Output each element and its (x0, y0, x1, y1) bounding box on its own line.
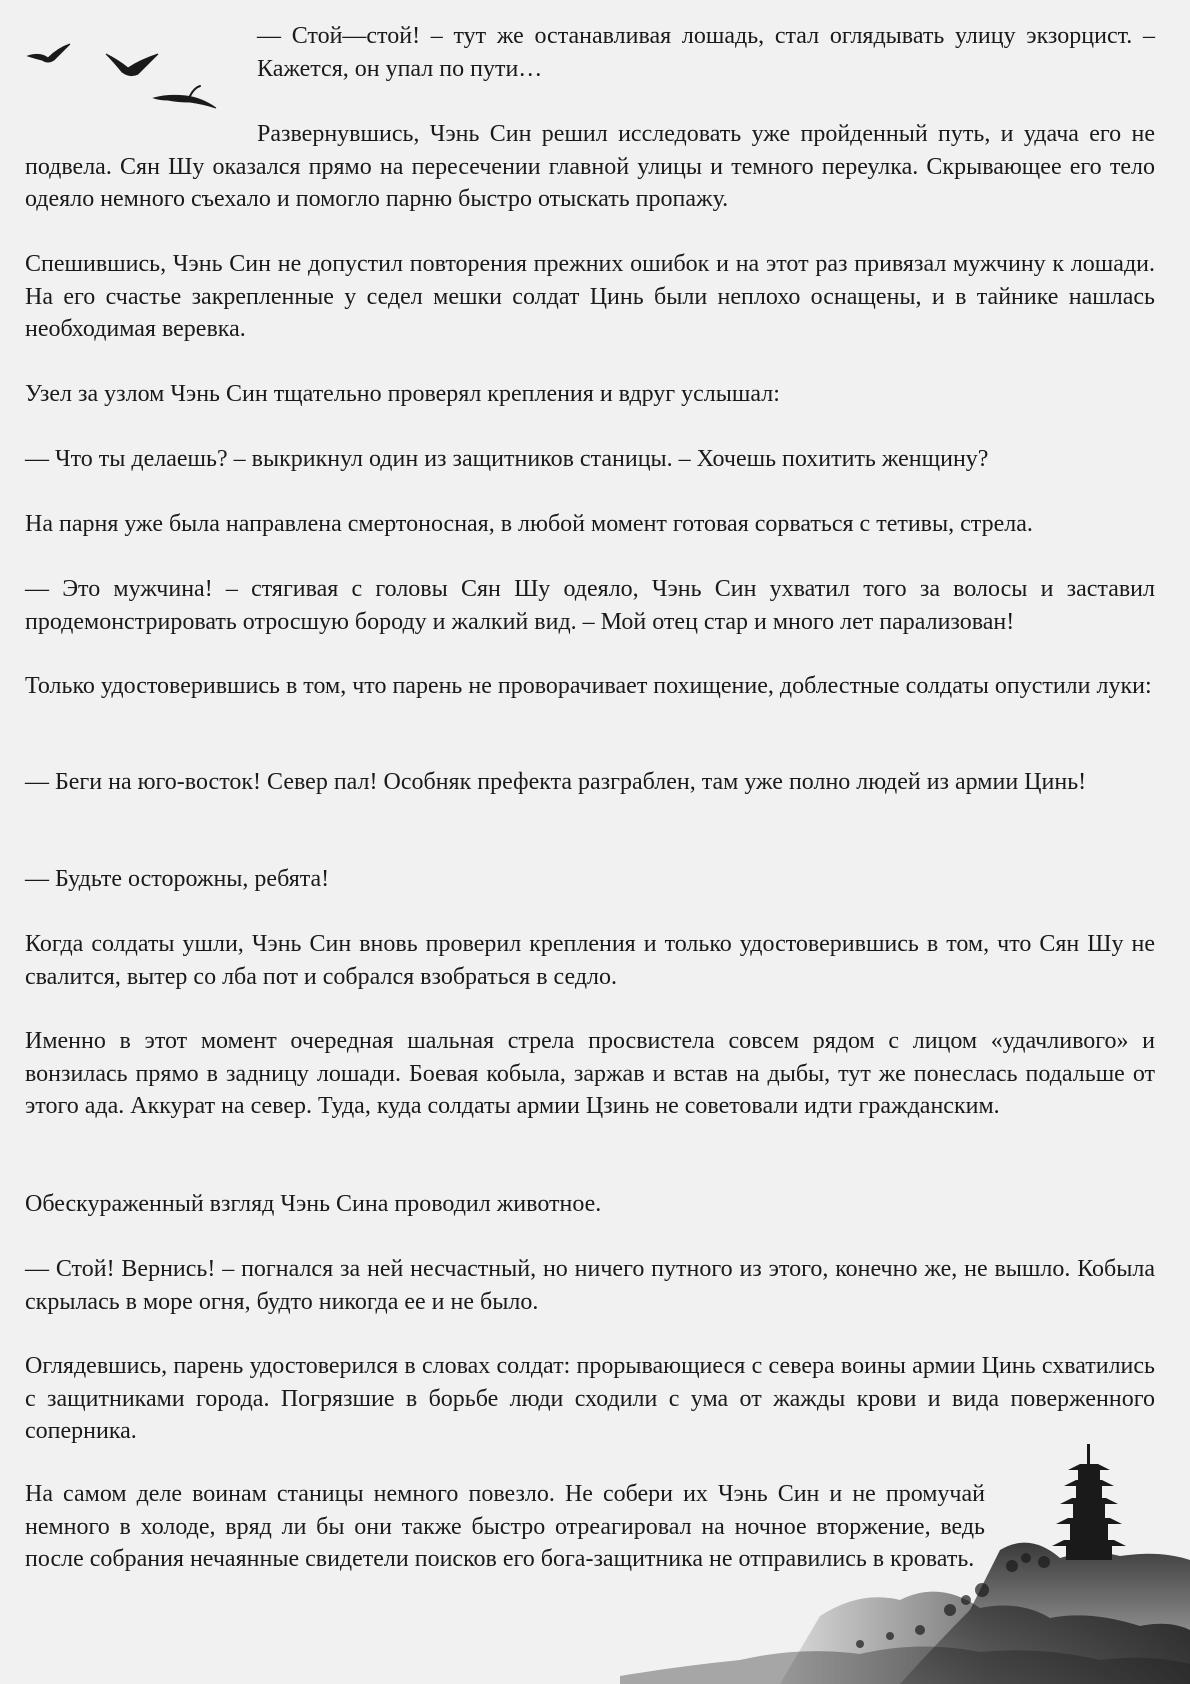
pagoda-mountain-icon (620, 1440, 1190, 1684)
paragraph: Обескураженный взгляд Чэнь Сина проводил животное. (25, 1191, 602, 1217)
paragraph: На самом деле воинам станицы немного повезло. Не собери их Чэнь Син и не промучай немного в холоде, вряд ли бы они также быстро отреагировал на ночное вторжение, ведь после собрания нечаянные свидетели поисков его бога-защитника не отправились в кровать. (25, 1481, 985, 1572)
paragraph: — Это мужчина! – стягивая с головы Сян Шу одеяло, Чэнь Син ухватил того за волосы и заставил продемонстрировать отросшую бороду и жалкий вид. – Мой отец стар и много лет парализован! (25, 576, 1155, 635)
paragraph: Развернувшись, Чэнь Син решил исследовать уже пройденный путь, и удача его не подвела. Сян Шу оказался прямо на пересечении главной улицы и темного переулка. Скрывающее его тело одеяло немного съехало и помогло парню быстро отыскать пропажу. (25, 121, 1155, 212)
paragraph: Когда солдаты ушли, Чэнь Син вновь проверил крепления и только удостоверившись в том, что Сян Шу не свалится, вытер со лба пот и собрался взобраться в седло. (25, 931, 1155, 990)
birds-icon (18, 38, 233, 118)
paragraph: — Беги на юго-восток! Север пал! Особняк префекта разграблен, там уже полно людей из армии Цинь! (25, 769, 1087, 795)
paragraph: Только удостоверившись в том, что парень не проворачивает похищение, доблестные солдаты опустили луки: (25, 673, 1152, 699)
paragraph: — Стой—стой! – тут же останавливая лошадь, стал оглядывать улицу экзорцист. – Кажется, он упал по пути… (257, 23, 1155, 82)
paragraph: Оглядевшись, парень удостоверился в словах солдат: прорывающиеся с севера воины армии Цинь схватились с защитниками города. Погрязшие в борьбе люди сходили с ума от жажды крови и вида поверженного соперника. (25, 1353, 1155, 1444)
paragraph: На парня уже была направлена смертоносная, в любой момент готовая сорваться с тетивы, стрела. (25, 511, 1033, 537)
paragraph: — Что ты делаешь? – выкрикнул один из защитников станицы. – Хочешь похитить женщину? (25, 446, 989, 472)
paragraph: Спешившись, Чэнь Син не допустил повторения прежних ошибок и на этот раз привязал мужчину к лошади. На его счастье закрепленные у седел мешки солдат Цинь были неплохо оснащены, и в тайнике нашлась необходимая веревка. (25, 251, 1155, 342)
paragraph: Узел за узлом Чэнь Син тщательно проверял крепления и вдруг услышал: (25, 381, 780, 407)
paragraph: — Стой! Вернись! – погнался за ней несчастный, но ничего путного из этого, конечно же, не вышло. Кобыла скрылась в море огня, будто никогда ее и не было. (25, 1256, 1155, 1315)
paragraph: — Будьте осторожны, ребята! (25, 866, 330, 892)
paragraph: Именно в этот момент очередная шальная стрела просвистела совсем рядом с лицом «удачливого» и вонзилась прямо в задницу лошади. Боевая кобыла, заржав и встав на дыбы, тут же понеслась подальше от этого ада. Аккурат на север. Туда, куда солдаты армии Цзинь не советовали идти гражданским. (25, 1028, 1155, 1119)
